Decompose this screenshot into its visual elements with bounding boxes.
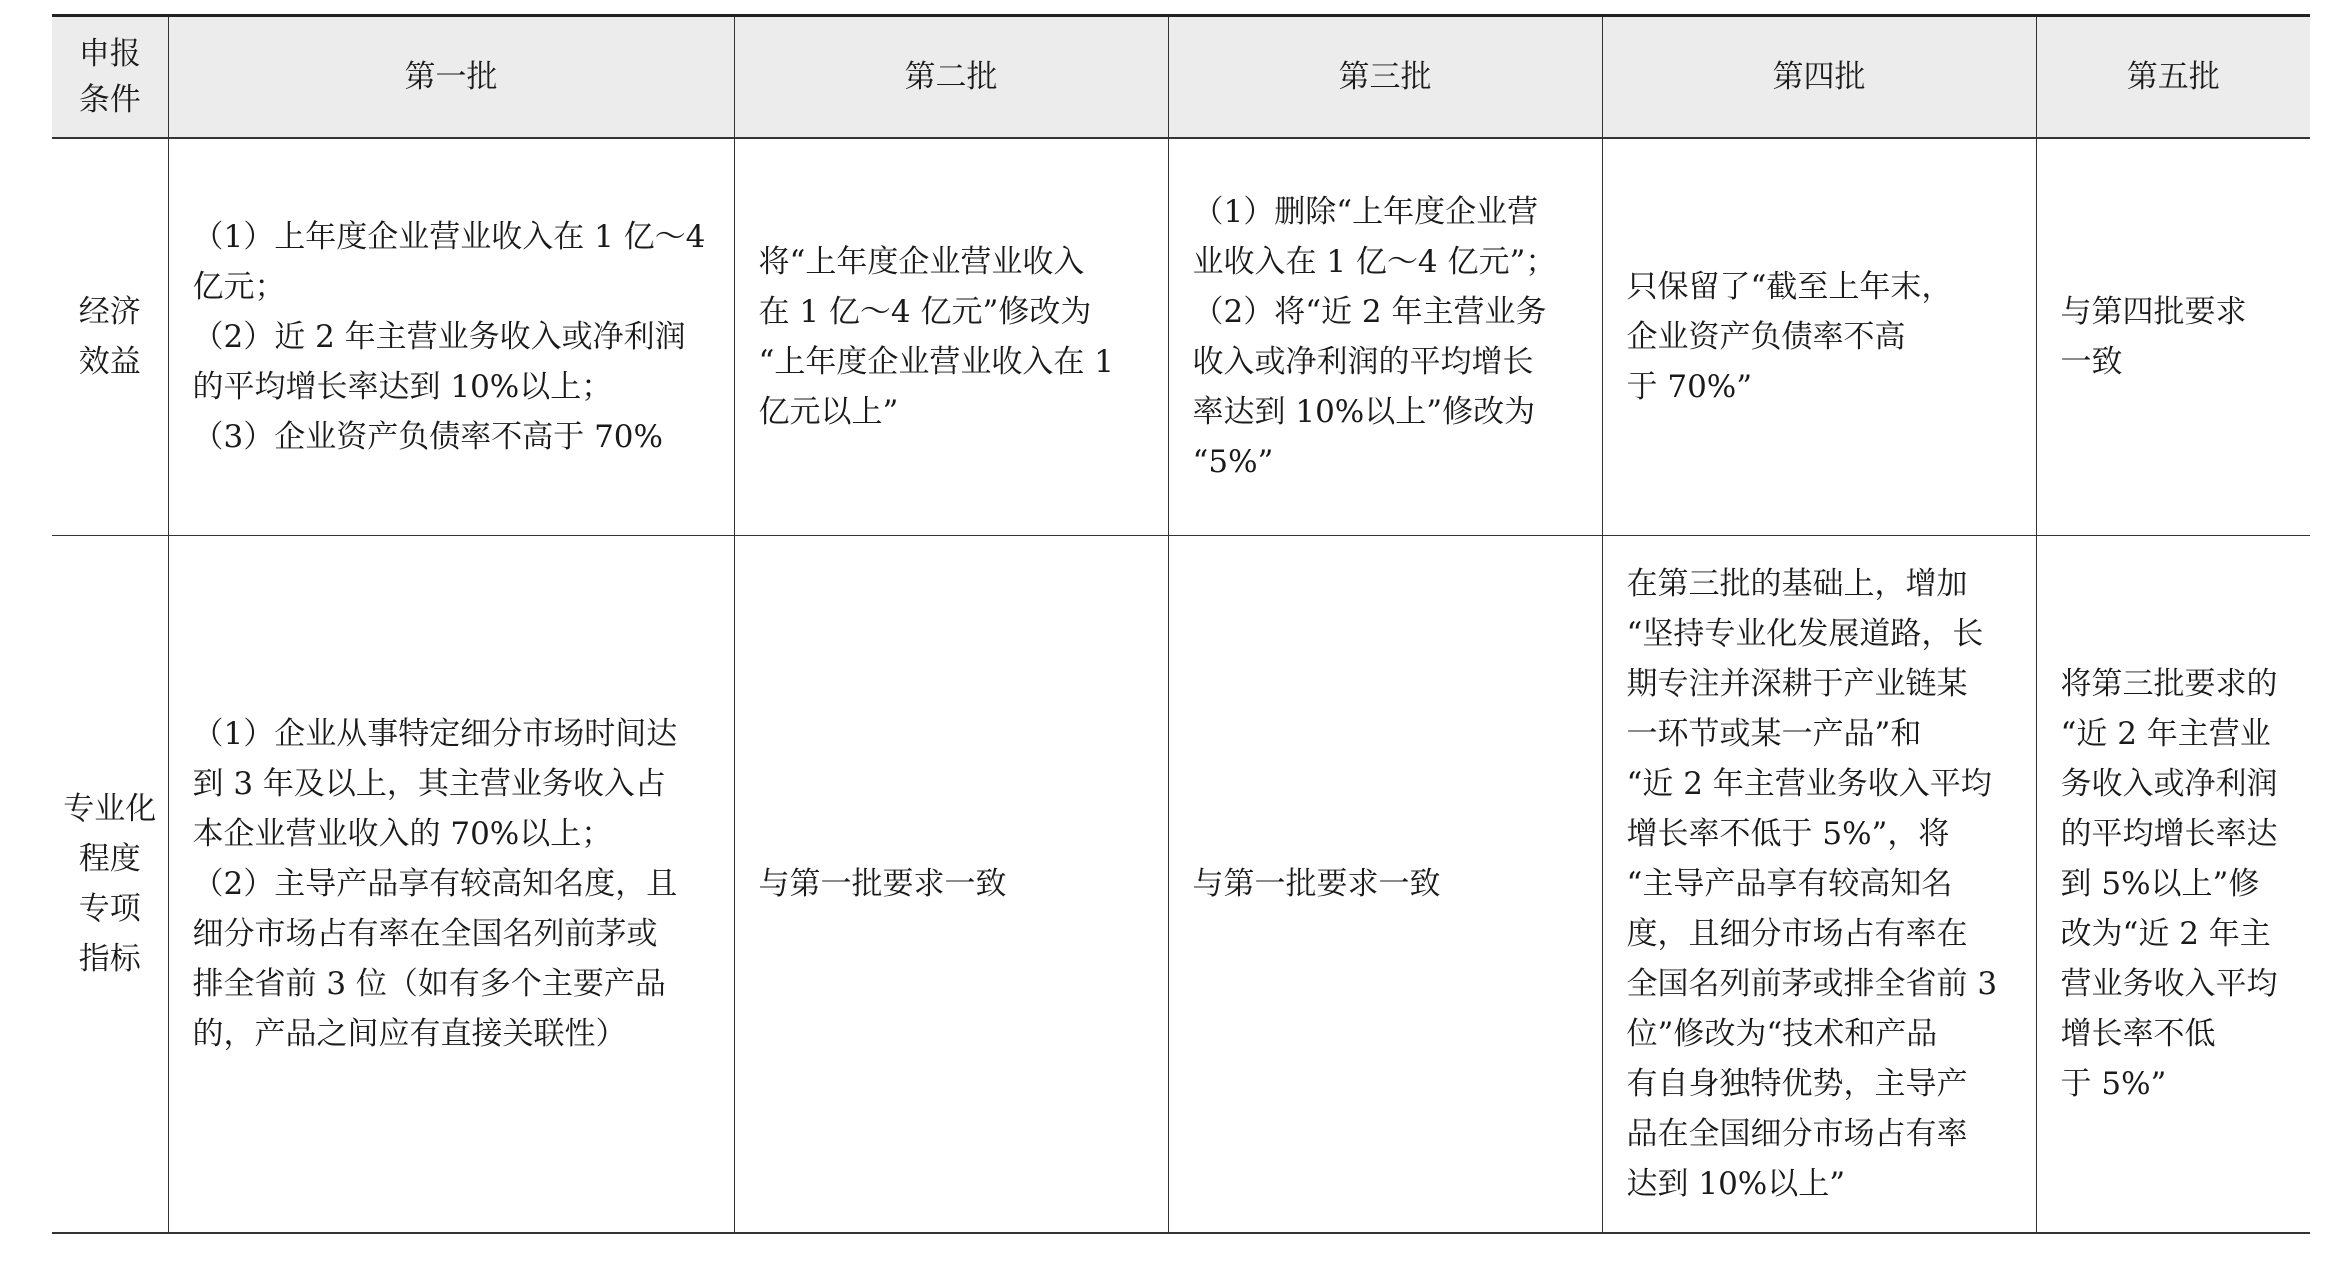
cell-specialization-batch-3	[1168, 536, 1602, 1233]
cell-text-line: 增长率不低	[2060, 1015, 2216, 1052]
cell-text-line: “近 2 年主营业务收入平均	[1626, 765, 1992, 802]
cell-text-line: 收入或净利润的平均增长	[1192, 343, 1534, 380]
cell-text-line: 经济	[78, 293, 141, 330]
cell-text-line: “近 2 年主营业	[2060, 715, 2271, 752]
cell-text-line: 效益	[78, 343, 141, 380]
cell-text-line: 与第一批要求一致	[758, 865, 1007, 902]
table-row-specialization	[52, 536, 2310, 1233]
cell-text-line: “5%”	[1192, 443, 1274, 480]
table-row-economic-benefit	[52, 138, 2310, 536]
cell-text-line: 业收入在 1 亿～4 亿元”；	[1192, 243, 1557, 280]
cell-economic-batch-2	[734, 138, 1168, 536]
cell-text-line: 于 70%”	[1626, 368, 1753, 405]
cell-economic-batch-1	[168, 138, 734, 536]
header-batch-2: 第二批	[734, 16, 1168, 138]
cell-text-line: 细分市场占有率在全国名列前茅或	[192, 915, 658, 952]
header-batch-3: 第三批	[1168, 16, 1602, 138]
cell-text-line: 一致	[2060, 343, 2123, 380]
cell-text-line: （2）近 2 年主营业务收入或净利润	[192, 318, 686, 355]
cell-text-line: 将“上年度企业营业收入	[758, 243, 1085, 280]
cell-economic-batch-3	[1168, 138, 1602, 536]
cell-specialization-batch-2	[734, 536, 1168, 1233]
cell-text-line: “坚持专业化发展道路，长	[1626, 615, 1984, 652]
cell-text-line: 将第三批要求的	[2060, 665, 2278, 702]
cell-specialization-batch-4	[1602, 536, 2036, 1233]
cell-text-line: 到 3 年及以上，其主营业务收入占	[192, 765, 666, 802]
cell-text-line: 亿元以上”	[758, 393, 899, 430]
cell-text-line: 品在全国细分市场占有率	[1626, 1115, 1968, 1152]
header-batch-4: 第四批	[1602, 16, 2036, 138]
header-corner-cell	[52, 16, 168, 138]
cell-text-line: （1）删除“上年度企业营	[1192, 193, 1539, 230]
cell-text-line: （1）企业从事特定细分市场时间达	[192, 715, 678, 752]
cell-text-line: 全国名列前茅或排全省前 3	[1626, 965, 1998, 1002]
cell-text-line: 排全省前 3 位（如有多个主要产品	[192, 965, 666, 1002]
cell-text-line: （3）企业资产负债率不高于 70%	[192, 418, 663, 455]
cell-text-line: 与第四批要求	[2060, 293, 2247, 330]
cell-text-line: （2）将“近 2 年主营业务	[1192, 293, 1547, 330]
cell-text-line: “主导产品享有较高知名	[1626, 865, 1953, 902]
cell-text-line: 的平均增长率达	[2060, 815, 2278, 852]
header-corner-line: 申报	[78, 35, 141, 72]
cell-text-line: 一环节或某一产品”和	[1626, 715, 1922, 752]
cell-text-line: 于 5%”	[2060, 1065, 2167, 1102]
cell-text-line: （2）主导产品享有较高知名度，且	[192, 865, 678, 902]
policy-comparison-table-container	[52, 14, 2310, 1234]
header-corner-line: 条件	[78, 81, 141, 118]
cell-text-line: 程度	[78, 840, 141, 877]
cell-text-line: 位”修改为“技术和产品	[1626, 1015, 1938, 1052]
cell-text-line: 只保留了“截至上年末，	[1626, 268, 1953, 305]
cell-economic-batch-4	[1602, 138, 2036, 536]
cell-text-line: 率达到 10%以上”修改为	[1192, 393, 1536, 430]
cell-text-line: 改为“近 2 年主	[2060, 915, 2271, 952]
cell-text-line: 到 5%以上”修	[2060, 865, 2260, 902]
cell-text-line: 的平均增长率达到 10%以上；	[192, 368, 613, 405]
policy-comparison-table	[52, 14, 2310, 1234]
header-row	[52, 16, 2310, 138]
cell-economic-batch-5	[2036, 138, 2310, 536]
header-batch-1: 第一批	[168, 16, 734, 138]
cell-text-line: “上年度企业营业收入在 1	[758, 343, 1114, 380]
cell-text-line: 务收入或净利润	[2060, 765, 2278, 802]
cell-text-line: （1）上年度企业营业收入在 1 亿～4	[192, 218, 706, 255]
cell-text-line: 专业化	[63, 790, 157, 827]
cell-text-line: 有自身独特优势，主导产	[1626, 1065, 1968, 1102]
row-label-economic-benefit	[52, 138, 168, 536]
cell-text-line: 度，且细分市场占有率在	[1626, 915, 1968, 952]
cell-text-line: 与第一批要求一致	[1192, 865, 1441, 902]
header-batch-5: 第五批	[2036, 16, 2310, 138]
cell-text-line: 本企业营业收入的 70%以上；	[192, 815, 613, 852]
cell-text-line: 增长率不低于 5%”，将	[1626, 815, 1950, 852]
cell-text-line: 专项	[78, 890, 141, 927]
cell-specialization-batch-1	[168, 536, 734, 1233]
row-label-specialization	[52, 536, 168, 1233]
cell-text-line: 营业务收入平均	[2060, 965, 2278, 1002]
cell-text-line: 的，产品之间应有直接关联性）	[192, 1015, 627, 1052]
cell-text-line: 期专注并深耕于产业链某	[1626, 665, 1968, 702]
cell-text-line: 达到 10%以上”	[1626, 1165, 1846, 1202]
cell-text-line: 企业资产负债率不高	[1626, 318, 1906, 355]
cell-text-line: 亿元；	[192, 268, 286, 305]
cell-text-line: 在 1 亿～4 亿元”修改为	[758, 293, 1092, 330]
cell-text-line: 指标	[78, 940, 141, 977]
cell-text-line: 在第三批的基础上，增加	[1626, 565, 1968, 602]
cell-specialization-batch-5	[2036, 536, 2310, 1233]
